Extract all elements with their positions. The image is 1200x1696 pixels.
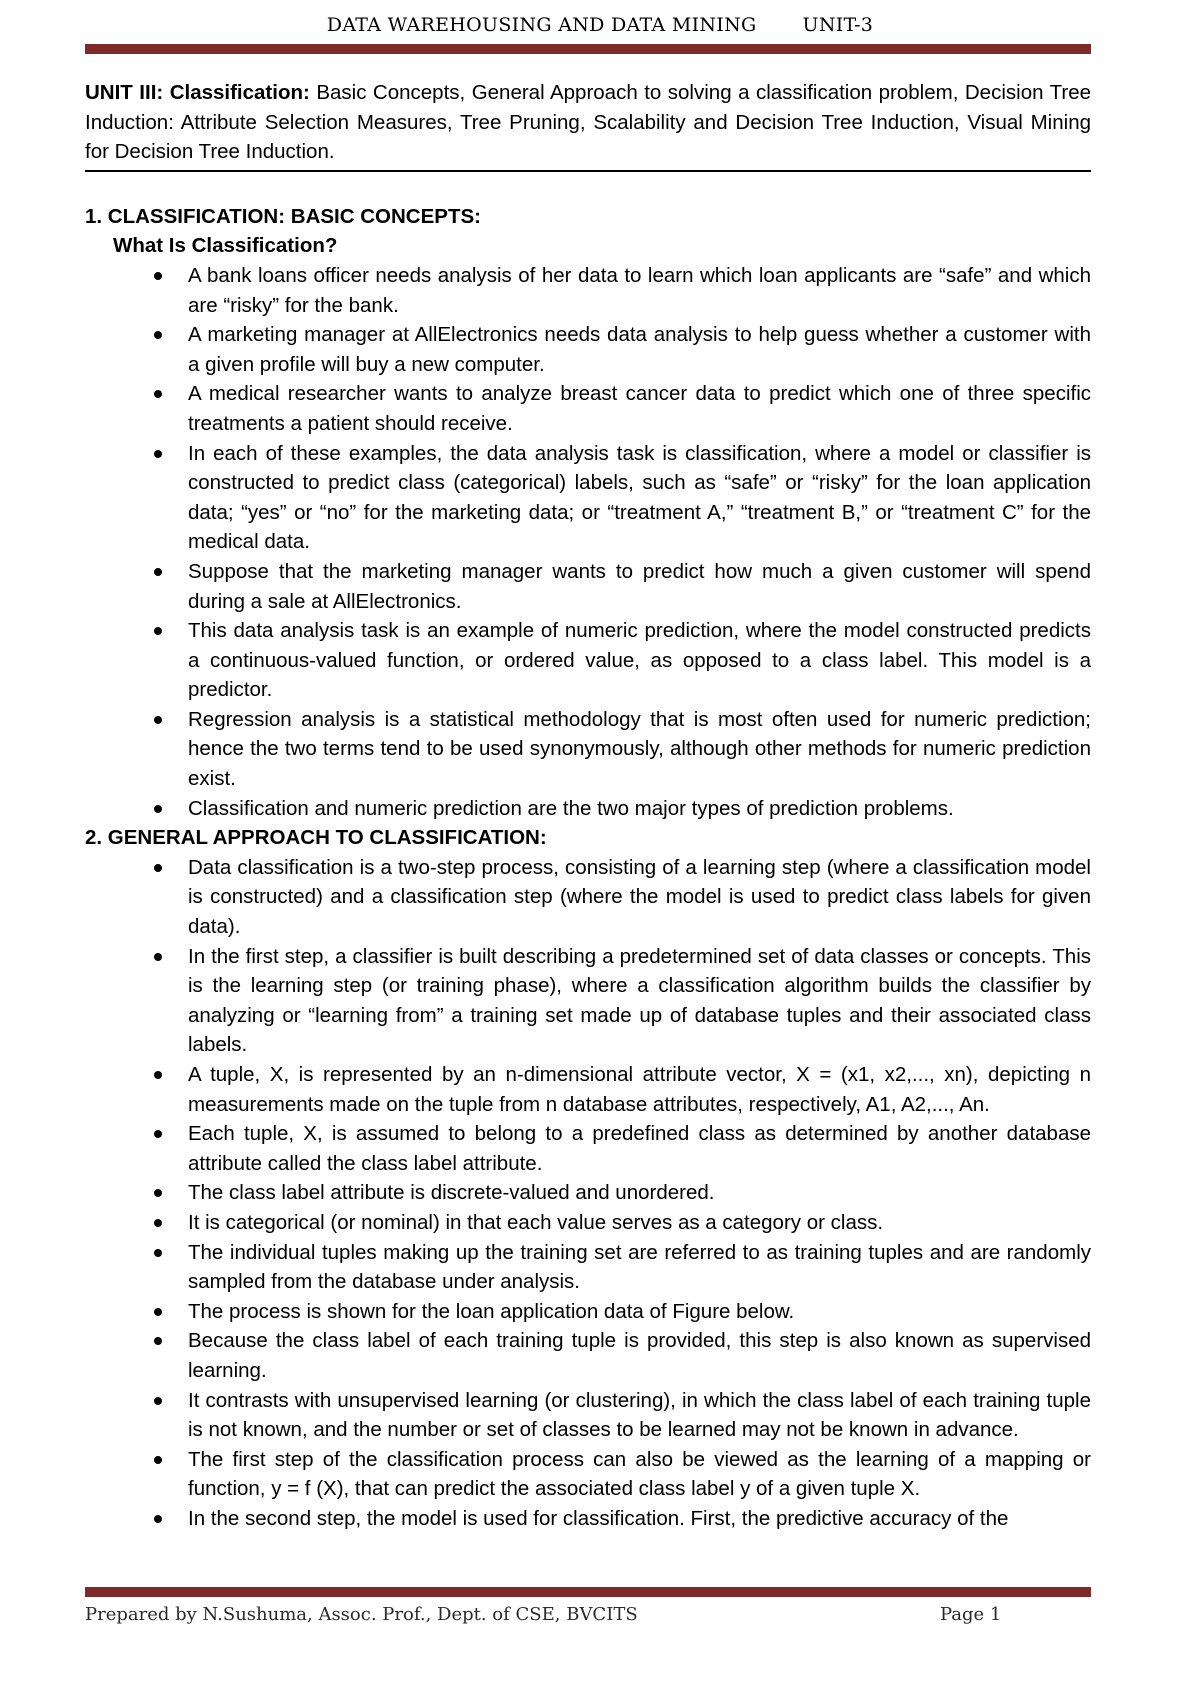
list-item: Because the class label of each training tuple is provided, this step is also known as supervised learning. bbox=[85, 1326, 1091, 1385]
list-item: It contrasts with unsupervised learning (or clustering), in which the class label of each training tuple is not known, and the number or set of classes to be learned may not be known in advance. bbox=[85, 1386, 1091, 1445]
list-item: The process is shown for the loan application data of Figure below. bbox=[85, 1297, 1091, 1327]
unit-syllabus bbox=[85, 78, 1091, 172]
footer-rule bbox=[85, 1587, 1091, 1597]
unit-label: UNIT III: bbox=[85, 81, 164, 104]
list-item: Regression analysis is a statistical methodology that is most often used for numeric prediction; hence the two terms tend to be used synonymously, although other methods for numeric prediction exist. bbox=[85, 705, 1091, 794]
header-subject: DATA WAREHOUSING AND DATA MINING bbox=[326, 14, 757, 36]
list-item: A bank loans officer needs analysis of her data to learn which loan applicants are “safe” and which are “risky” for the bank. bbox=[85, 261, 1091, 320]
list-item: Classification and numeric prediction are the two major types of prediction problems. bbox=[85, 794, 1091, 824]
list-item: In each of these examples, the data analysis task is classification, where a model or classifier is constructed to predict class (categorical) labels, such as “safe” or “risky” for the loan application data; “yes” or “no” for the marketing data; or “treatment A,” “treatment B,” or “treatment C” for the medical data. bbox=[85, 439, 1091, 557]
section-heading-general-approach: 2. GENERAL APPROACH TO CLASSIFICATION: bbox=[85, 826, 547, 850]
list-item: Suppose that the marketing manager wants to predict how much a given customer will spend during a sale at AllElectronics. bbox=[85, 557, 1091, 616]
page-content bbox=[85, 78, 1091, 1534]
bullet-list-general-approach bbox=[85, 853, 1091, 1534]
section-heading-classification-basics: 1. CLASSIFICATION: BASIC CONCEPTS: bbox=[85, 204, 481, 228]
header-unit: UNIT-3 bbox=[802, 14, 874, 36]
footer-author: Prepared by N.Sushuma, Assoc. Prof., Dept. of CSE, BVCITS bbox=[85, 1604, 638, 1625]
list-item: This data analysis task is an example of numeric prediction, where the model constructed predicts a continuous-valued function, or ordered value, as opposed to a class label. This model is a predictor. bbox=[85, 616, 1091, 705]
syllabus-text: Basic Concepts, General Approach to solving a classification problem, Decision Tree Induction: Attribute Selection Measures, Tree Pruning, Scalability and Decision Tree Induction, Visual Mining for Decision Tree Induction. bbox=[85, 81, 1091, 164]
list-item: Data classification is a two-step process, consisting of a learning step (where a classification model is constructed) and a classification step (where the model is used to predict class labels for given data). bbox=[85, 853, 1091, 942]
list-item: A tuple, X, is represented by an n-dimensional attribute vector, X = (x1, x2,..., xn), depicting n measurements made on the tuple from n database attributes, respectively, A1, A2,..., An. bbox=[85, 1060, 1091, 1119]
topic-label: Classification: bbox=[169, 81, 310, 104]
list-item: A marketing manager at AllElectronics needs data analysis to help guess whether a customer with a given profile will buy a new computer. bbox=[85, 320, 1091, 379]
footer-page-number: Page 1 bbox=[940, 1604, 1002, 1625]
list-item: It is categorical (or nominal) in that each value serves as a category or class. bbox=[85, 1208, 1091, 1238]
subheading-what-is-classification: What Is Classification? bbox=[113, 234, 338, 258]
list-item: In the first step, a classifier is built describing a predetermined set of data classes or concepts. This is the learning step (or training phase), where a classification algorithm builds the classifier by analyzing or “learning from” a training set made up of database tuples and their associated class labels. bbox=[85, 942, 1091, 1060]
list-item: A medical researcher wants to analyze breast cancer data to predict which one of three specific treatments a patient should receive. bbox=[85, 379, 1091, 438]
bullet-list-basics bbox=[85, 261, 1091, 823]
header-rule bbox=[85, 44, 1091, 54]
list-item: The individual tuples making up the training set are referred to as training tuples and are randomly sampled from the database under analysis. bbox=[85, 1238, 1091, 1297]
list-item: The class label attribute is discrete-valued and unordered. bbox=[85, 1178, 1091, 1208]
list-item: The first step of the classification process can also be viewed as the learning of a mapping or function, y = f (X), that can predict the associated class label y of a given tuple X. bbox=[85, 1445, 1091, 1504]
list-item: In the second step, the model is used for classification. First, the predictive accuracy of the bbox=[85, 1504, 1091, 1534]
running-header bbox=[0, 14, 1200, 36]
list-item: Each tuple, X, is assumed to belong to a predefined class as determined by another database attribute called the class label attribute. bbox=[85, 1119, 1091, 1178]
